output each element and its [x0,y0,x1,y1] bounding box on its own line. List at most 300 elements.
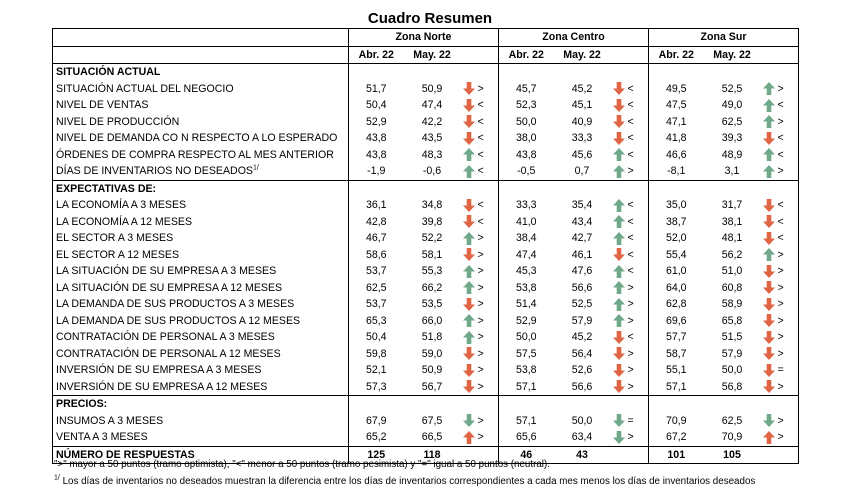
trend-cell [461,230,478,247]
row-label-text: DÍAS DE INVENTARIOS NO DESEADOS [56,165,254,177]
trend-cell [611,230,628,247]
table-row [53,313,799,330]
value-abr: 52,0 [649,230,704,247]
value-abr: 57,3 [349,379,404,396]
value-may: 66,5 [421,431,443,443]
value-abr: 65,3 [349,313,404,330]
value-may: 39,3 [721,132,743,144]
trend-cell [461,313,478,330]
value-may: 3,1 [724,165,740,177]
trend-cell [761,413,778,430]
row-label-text: LA SITUACIÓN DE SU EMPRESA A 12 MESES [56,281,283,294]
value-may: 45,2 [571,331,593,343]
threshold-symbol: < [627,331,634,343]
threshold-symbol: > [778,280,799,297]
empty-cell [478,396,499,413]
empty-cell [554,64,611,81]
red-down-arrow-icon [613,115,625,128]
green-up-arrow-icon [763,99,775,112]
value-may: 33,3 [571,132,593,144]
value-may: 40,9 [571,115,593,128]
empty-cell [554,180,611,197]
threshold-symbol: > [477,414,484,427]
threshold-symbol: > [477,248,484,261]
value-may: 52,5 [571,298,593,310]
threshold-symbol: > [477,364,484,376]
trend-cell [761,346,778,363]
value-may: 62,5 [721,115,743,128]
threshold-symbol: = [778,362,799,379]
row-label-text: CONTRATACIÓN DE PERSONAL A 3 MESES [56,331,275,343]
table-row [53,214,799,231]
value-may: 51,8 [421,331,443,343]
value-abr: 57,7 [649,329,704,346]
threshold-symbol: > [477,347,484,360]
trend-cell [761,280,778,297]
month-header: Abr. 22 [349,46,404,64]
value-abr: 65,6 [499,429,554,446]
green-up-arrow-icon [463,165,475,178]
total-abr: 46 [499,446,554,464]
threshold-symbol: > [477,331,484,343]
green-up-arrow-icon [613,232,625,245]
table-row [53,346,799,363]
red-down-arrow-icon [763,364,775,377]
threshold-symbol: < [778,97,799,114]
value-may: 56,8 [721,380,743,393]
value-abr: 52,1 [349,362,404,379]
red-up-arrow-icon [463,431,475,444]
empty-cell [704,396,761,413]
empty-cell [761,446,778,464]
value-abr: 43,8 [349,147,404,164]
empty-cell [554,396,611,413]
red-down-arrow-icon [463,380,475,393]
trend-cell [461,329,478,346]
zone-header-centro: Zona Centro [499,29,649,47]
trend-cell [761,313,778,330]
row-label [53,130,349,147]
threshold-symbol: < [627,248,634,261]
value-abr: -0,5 [499,163,554,180]
table-row [53,163,799,180]
value-abr: 41,0 [499,214,554,231]
value-abr: 52,9 [499,313,554,330]
value-abr: 33,3 [499,197,554,214]
threshold-symbol: < [778,214,799,231]
empty-cell [478,180,499,197]
red-down-arrow-icon [613,364,625,377]
threshold-symbol: = [627,414,634,427]
value-abr: 58,7 [649,346,704,363]
table-row [53,429,799,446]
value-abr: 49,5 [649,81,704,98]
trend-cell [761,163,778,180]
empty-cell [628,180,649,197]
table-row [53,329,799,346]
total-label: NÚMERO DE RESPUESTAS [53,446,349,464]
row-label-text: VENTA A 3 MESES [56,431,148,443]
threshold-symbol: < [778,147,799,164]
row-label-text: INVERSIÓN DE SU EMPRESA A 3 MESES [56,364,262,376]
threshold-symbol: > [477,431,484,443]
trend-cell [761,263,778,280]
threshold-symbol: > [477,232,484,244]
trend-cell [611,247,628,264]
row-label-text: NIVEL DE VENTAS [56,99,149,111]
section-heading: EXPECTATIVAS DE: [53,180,349,197]
trend-cell [461,429,478,446]
value-may: 47,6 [571,265,593,277]
green-up-arrow-icon [613,165,625,178]
row-label [53,346,349,363]
green-up-arrow-icon [763,82,775,95]
value-abr: 36,1 [349,197,404,214]
red-down-arrow-icon [763,331,775,344]
threshold-symbol: < [477,132,484,144]
trend-cell [611,313,628,330]
threshold-symbol: > [627,281,634,294]
footnote-text: Los días de inventarios no deseados muestran la diferencia entre los días de inventarios correspondientes a cada mes menos los días de inventarios deseados [59,476,756,487]
trend-cell [761,230,778,247]
table-row [53,130,799,147]
red-down-arrow-icon [763,265,775,278]
value-may: 60,8 [721,281,743,294]
value-abr: 52,9 [349,114,404,131]
threshold-symbol: > [477,298,484,310]
threshold-symbol: < [627,215,634,228]
red-down-arrow-icon [613,347,625,360]
green-up-arrow-icon [613,199,625,212]
value-may: -0,6 [422,165,442,177]
empty-cell [404,64,461,81]
red-down-arrow-icon [463,99,475,112]
trend-cell [611,362,628,379]
value-abr: 43,8 [349,130,404,147]
threshold-symbol: > [627,431,634,443]
trend-cell [611,197,628,214]
month-header: May. 22 [554,46,611,64]
green-up-arrow-icon [463,331,475,344]
table-body [53,64,799,464]
green-up-arrow-icon [613,298,625,311]
threshold-symbol: > [627,347,634,360]
value-may: 46,1 [571,248,593,261]
value-may: 48,9 [721,148,743,161]
value-abr: 41,8 [649,130,704,147]
empty-cell [628,64,649,81]
red-down-arrow-icon [763,232,775,245]
total-abr: 125 [349,446,404,464]
value-may: 35,4 [571,199,593,211]
section-heading: PRECIOS: [53,396,349,413]
value-may: 43,4 [571,215,593,228]
red-down-arrow-icon [463,248,475,261]
trend-cell [461,263,478,280]
value-may: 43,5 [421,132,443,144]
value-may: 45,2 [571,82,593,95]
threshold-symbol: < [477,215,484,228]
value-abr: 67,9 [349,413,404,430]
value-may: 31,7 [721,199,743,211]
value-may: 0,7 [574,165,590,177]
row-label-text: CONTRATACIÓN DE PERSONAL A 12 MESES [56,347,281,360]
threshold-symbol: > [778,313,799,330]
value-may: 48,1 [721,232,743,244]
threshold-symbol: < [627,99,634,111]
value-may: 42,7 [571,232,593,244]
threshold-symbol: < [627,232,634,244]
value-abr: 50,4 [349,97,404,114]
value-may: 50,9 [421,82,443,95]
value-may: 56,4 [571,347,593,360]
row-label-text: EL SECTOR A 3 MESES [56,232,174,244]
row-label-text: NIVEL DE DEMANDA CO N RESPECTO A LO ESPERADO [56,132,338,144]
red-up-arrow-icon [763,431,775,444]
value-abr: 53,7 [349,296,404,313]
row-label [53,197,349,214]
threshold-symbol: < [627,199,634,211]
value-may: 39,8 [421,215,443,228]
total-may: 105 [704,446,761,464]
empty-cell [611,446,628,464]
value-abr: 45,7 [499,81,554,98]
value-may: 38,1 [721,215,743,228]
green-up-arrow-icon [763,115,775,128]
value-abr: 42,8 [349,214,404,231]
empty-cell [778,446,799,464]
value-may: 59,0 [421,347,443,360]
footnote-marker: 1/ [54,474,60,482]
footnote-legend: ">" mayor a 50 puntos (tramo optimista), "<" menor a 50 puntos (tramo pesimista) y "=" igual a 50 puntos (neutral). [54,459,550,470]
threshold-symbol: > [778,346,799,363]
value-may: 49,0 [721,99,743,111]
empty-cell [349,396,404,413]
green-up-arrow-icon [613,314,625,327]
value-may: 52,6 [571,364,593,376]
row-label [53,97,349,114]
trend-cell [461,346,478,363]
red-down-arrow-icon [763,347,775,360]
trend-cell [461,247,478,264]
threshold-symbol: > [778,163,799,180]
trend-cell [461,296,478,313]
table-row [53,247,799,264]
row-label-text: INSUMOS A 3 MESES [56,414,164,427]
value-may: 66,0 [421,314,443,327]
trend-cell [461,197,478,214]
empty-cell [649,180,704,197]
table-row [53,263,799,280]
row-label [53,379,349,396]
value-may: 56,6 [571,281,593,294]
trend-cell [611,163,628,180]
row-label [53,214,349,231]
total-may: 43 [554,446,611,464]
row-label [53,114,349,131]
value-abr: 50,4 [349,329,404,346]
threshold-symbol: < [477,148,484,161]
red-down-arrow-icon [463,364,475,377]
trend-cell [611,81,628,98]
trend-cell [461,147,478,164]
trend-cell [611,114,628,131]
trend-cell [761,197,778,214]
green-up-arrow-icon [463,265,475,278]
threshold-symbol: > [778,413,799,430]
red-down-arrow-icon [463,115,475,128]
value-abr: -1,9 [349,163,404,180]
threshold-symbol: > [778,247,799,264]
value-abr: 57,1 [499,413,554,430]
trend-cell [761,97,778,114]
empty-cell [499,396,554,413]
value-may: 57,9 [571,314,593,327]
trend-cell [611,413,628,430]
empty-cell [704,180,761,197]
threshold-symbol: > [778,114,799,131]
empty-cell [649,64,704,81]
trend-cell [461,362,478,379]
threshold-symbol: > [477,82,484,95]
empty-cell [611,180,628,197]
empty-cell [628,396,649,413]
threshold-symbol: < [627,148,634,161]
row-label [53,230,349,247]
red-down-arrow-icon [463,82,475,95]
trend-cell [761,296,778,313]
threshold-symbol: > [477,314,484,327]
value-abr: 51,4 [499,296,554,313]
threshold-symbol: < [477,99,484,111]
row-label-text: LA ECONOMÍA A 3 MESES [56,199,187,211]
threshold-symbol: > [477,265,484,277]
threshold-symbol: < [627,265,634,277]
red-down-arrow-icon [613,99,625,112]
value-abr: 65,2 [349,429,404,446]
trend-cell [611,329,628,346]
table-row [53,197,799,214]
red-down-arrow-icon [463,298,475,311]
value-abr: 52,3 [499,97,554,114]
red-down-arrow-icon [613,380,625,393]
value-may: 70,9 [721,431,743,443]
green-down-arrow-icon [763,414,775,427]
trend-cell [761,362,778,379]
trend-cell [761,214,778,231]
value-abr: 67,2 [649,429,704,446]
value-may: 56,6 [571,380,593,393]
value-abr: 59,8 [349,346,404,363]
trend-cell [761,429,778,446]
value-abr: 51,7 [349,81,404,98]
trend-cell [761,130,778,147]
value-abr: 58,6 [349,247,404,264]
value-abr: 57,1 [649,379,704,396]
value-may: 57,9 [721,347,743,360]
value-may: 45,6 [571,148,593,161]
trend-cell [611,130,628,147]
empty-cell [649,396,704,413]
value-may: 42,2 [421,115,443,128]
value-may: 52,2 [421,232,443,244]
green-up-arrow-icon [613,148,625,161]
value-abr: 43,8 [499,147,554,164]
red-down-arrow-icon [613,331,625,344]
total-may: 118 [404,446,461,464]
row-label-text: LA DEMANDA DE SUS PRODUCTOS A 12 MESES [56,314,301,327]
value-abr: 38,0 [499,130,554,147]
value-may: 56,2 [721,248,743,261]
value-may: 67,5 [421,414,443,427]
threshold-symbol: < [627,82,634,95]
trend-cell [611,214,628,231]
threshold-symbol: > [778,263,799,280]
trend-cell [611,379,628,396]
threshold-symbol: < [627,132,634,144]
value-may: 34,8 [421,199,443,211]
value-may: 53,5 [421,298,443,310]
value-abr: 53,8 [499,280,554,297]
empty-cell [349,180,404,197]
value-abr: 45,3 [499,263,554,280]
red-down-arrow-icon [763,215,775,228]
table-row [53,379,799,396]
value-may: 51,0 [721,265,743,277]
trend-cell [611,280,628,297]
empty-cell [478,64,499,81]
threshold-symbol: > [627,298,634,310]
row-label-text: LA SITUACIÓN DE SU EMPRESA A 3 MESES [56,265,277,277]
green-up-arrow-icon [763,165,775,178]
trend-cell [611,147,628,164]
red-down-arrow-icon [763,314,775,327]
green-up-arrow-icon [463,314,475,327]
row-label [53,263,349,280]
section-header-row [53,396,799,413]
empty-cell [761,180,778,197]
row-label-text: INVERSIÓN DE SU EMPRESA A 12 MESES [56,380,268,393]
threshold-symbol: > [627,380,634,393]
trend-cell [611,429,628,446]
header-blank [53,29,349,47]
green-up-arrow-icon [463,148,475,161]
red-down-arrow-icon [763,281,775,294]
value-may: 56,7 [421,380,443,393]
month-header: May. 22 [404,46,461,64]
footnote-ref: 1/ [253,164,259,172]
threshold-symbol: < [477,199,484,211]
threshold-symbol: > [778,379,799,396]
table-row [53,280,799,297]
empty-cell [499,64,554,81]
threshold-symbol: < [778,130,799,147]
empty-cell [778,64,799,81]
trend-cell [761,247,778,264]
empty-cell [704,64,761,81]
red-down-arrow-icon [763,132,775,145]
value-abr: -8,1 [649,163,704,180]
threshold-symbol: > [627,364,634,376]
trend-cell [761,379,778,396]
value-abr: 57,1 [499,379,554,396]
red-down-arrow-icon [613,248,625,261]
trend-cell [461,214,478,231]
empty-cell [611,396,628,413]
value-abr: 64,0 [649,280,704,297]
red-down-arrow-icon [763,298,775,311]
value-may: 50,0 [571,414,593,427]
